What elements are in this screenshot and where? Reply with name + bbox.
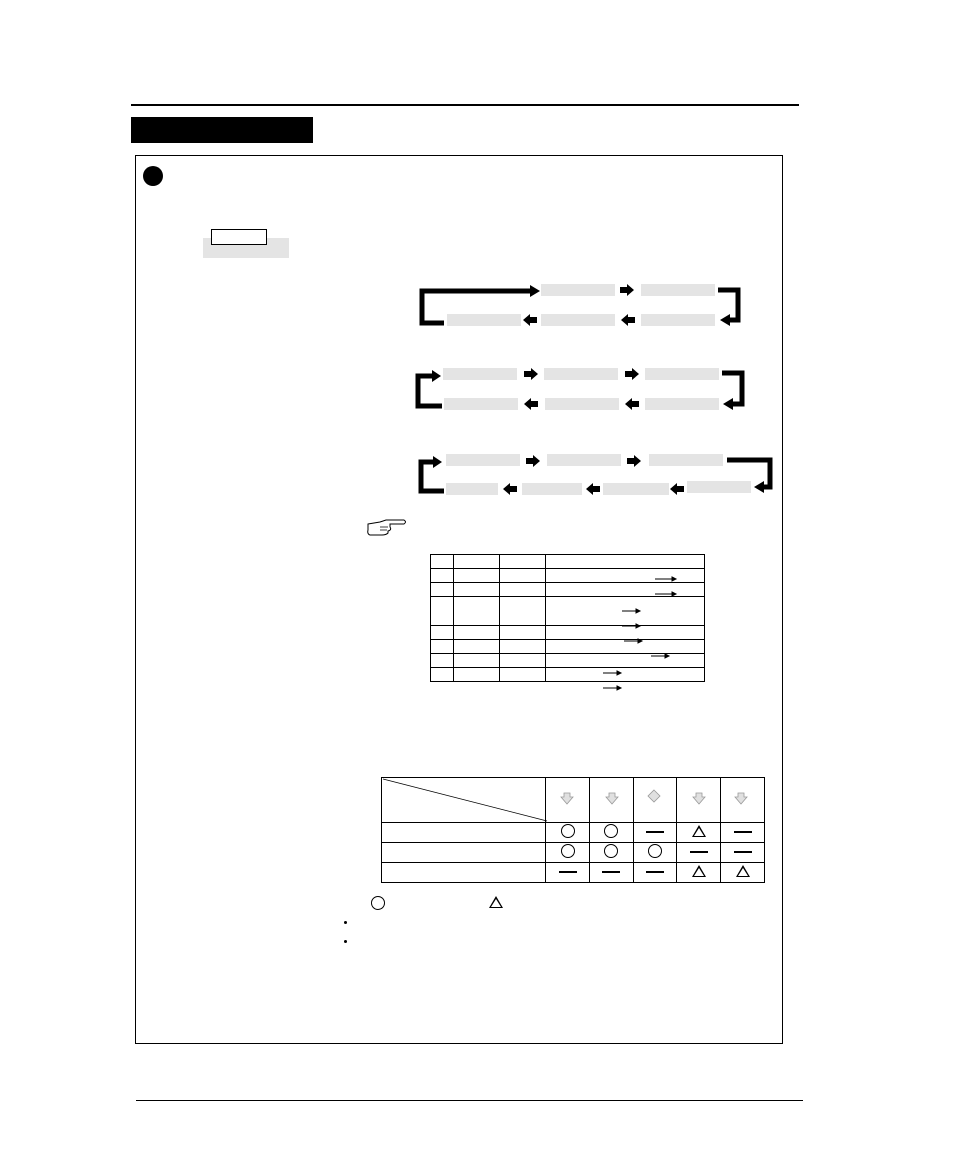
dash-symbol [646,831,664,833]
matrix-row-label [382,843,546,863]
table-row [431,569,705,583]
flow1-right-head [720,314,730,326]
flow3-arrow-3 [670,483,684,495]
dash-symbol [734,851,752,853]
dash-symbol [690,851,708,853]
circle-symbol [561,824,575,838]
matrix-cell [677,843,721,863]
table-row [431,555,705,569]
flow2-left-head [432,370,441,382]
flow1-arrow-3 [523,314,537,326]
table-row [431,597,705,626]
circle-symbol [604,824,618,838]
matrix-row [382,863,765,883]
flow3-arrow-4 [586,483,600,495]
table-row [431,654,705,668]
matrix-cell [633,823,677,843]
table-row [431,640,705,654]
matrix-cell [721,863,765,883]
matrix-row-label [382,823,546,843]
circle-symbol [561,844,575,858]
flow3-arrow-5 [503,483,517,495]
circle-symbol [648,844,662,858]
matrix-cell [677,823,721,843]
table-row [431,583,705,597]
pointing-hand-icon [368,520,406,535]
matrix-cell [590,863,634,883]
matrix-cell [590,823,634,843]
flow2-right-head [723,398,733,410]
flow2-left-connector [418,376,442,406]
legend-triangle-icon [489,895,503,913]
note-bullet-2 [344,940,347,943]
flow1-arrow-2 [621,314,635,326]
dash-symbol [646,871,664,873]
matrix-corner-cell [382,778,546,823]
triangle-symbol [736,865,750,877]
flow2-arrow-4 [524,398,538,410]
flow1-arrow-1 [620,284,634,296]
flow3-right-head [754,481,764,493]
matrix-row-label [382,863,546,883]
matrix-cell [590,843,634,863]
matrix-header-row [382,778,765,823]
flow3-arrow-2 [627,455,641,467]
triangle-symbol [692,825,706,837]
matrix-cell [721,823,765,843]
flow2-arrow-1 [524,368,538,380]
dash-symbol [559,871,577,873]
table-row [431,626,705,640]
dash-symbol [734,831,752,833]
flow3-arrow-1 [526,455,540,467]
flow2-arrow-3 [625,398,639,410]
matrix-cell [546,863,590,883]
flow3-left-head [433,456,442,468]
table-row [431,668,705,682]
matrix-cell [677,863,721,883]
legend-circle-icon [371,896,385,910]
matrix-cell [546,843,590,863]
matrix-cell [633,843,677,863]
matrix-row [382,823,765,843]
matrix-cell [546,823,590,843]
flow2-arrow-2 [625,368,639,380]
spec-table [430,554,705,682]
compatibility-matrix [381,777,765,883]
circle-symbol [604,844,618,858]
flow1-arrow-head [530,285,540,297]
bottom-rule [136,1100,803,1101]
matrix-row [382,843,765,863]
matrix-cell [721,843,765,863]
matrix-cell [633,863,677,883]
triangle-symbol [692,865,706,877]
flow3-left-connector [421,462,444,491]
dash-symbol [602,871,620,873]
flow1-loop-connector [422,291,530,323]
note-bullet-1 [344,921,347,924]
